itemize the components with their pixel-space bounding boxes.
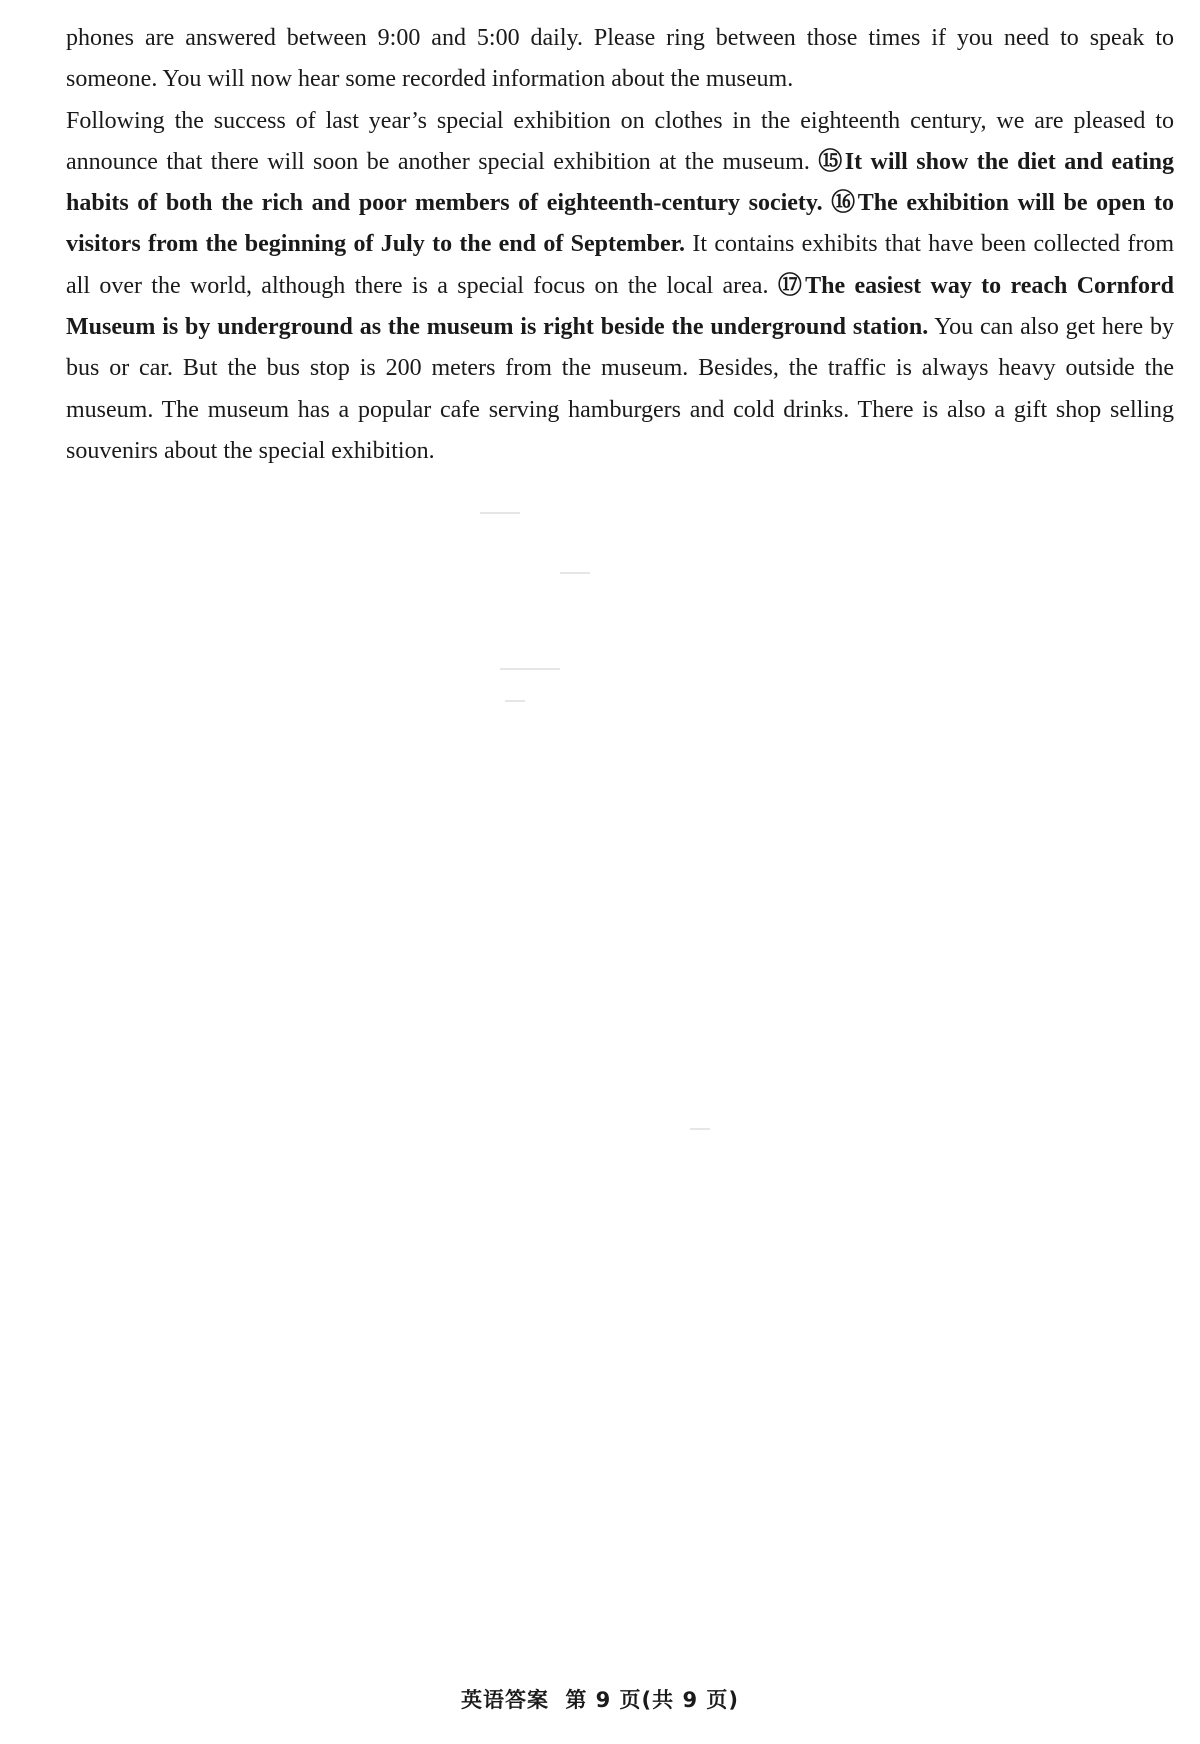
scan-artifact	[505, 700, 525, 702]
paragraph-1	[66, 18, 1174, 101]
answer-text-18: It will show the diet and eating habits of both the rich and poor members of eighteenth-century society.	[66, 148, 1175, 217]
footer-subject: 英语答案	[461, 1688, 549, 1712]
question-marker-18: ⑮	[818, 148, 845, 175]
page-footer	[0, 1684, 1200, 1714]
paragraph-2-continued-text: It contains exhibits that have been collected from all over the world, although there is a special focus on the local area.	[66, 231, 1175, 299]
question-marker-20: ⑰	[777, 272, 806, 299]
paragraph-2-closing-text: You can also get here by bus or car. But the bus stop is 200 meters from the museum. Besides, the traffic is always heavy outside the museum. The museum has a popular cafe serving hamburgers and cold drinks. There is also a gift shop selling souvenirs about the special exhibition.	[66, 314, 1175, 464]
paragraph-1-text: phones are answered between 9:00 and 5:00 daily. Please ring between those times if you need to speak to someone. You will now hear some recorded information about the museum.	[66, 25, 1174, 93]
scan-artifact	[690, 1128, 710, 1130]
scan-artifact	[480, 512, 520, 514]
scan-artifact	[560, 572, 590, 574]
footer-page-number: 第 9 页(共 9 页)	[565, 1688, 739, 1712]
paragraph-2	[66, 101, 1174, 473]
answer-text-20: The easiest way to reach Cornford Museum is by underground as the museum is right beside the underground station.	[66, 272, 1175, 341]
scan-artifact	[500, 668, 560, 670]
question-marker-19: ⑯	[831, 190, 858, 217]
answer-text-19: The exhibition will be open to visitors from the beginning of July to the end of September.	[66, 190, 1175, 258]
passage-body	[66, 18, 1174, 472]
paragraph-2-text: Following the success of last year’s special exhibition on clothes in the eighteenth century, we are pleased to announce that there will soon be another special exhibition at the museum.	[66, 107, 1174, 175]
